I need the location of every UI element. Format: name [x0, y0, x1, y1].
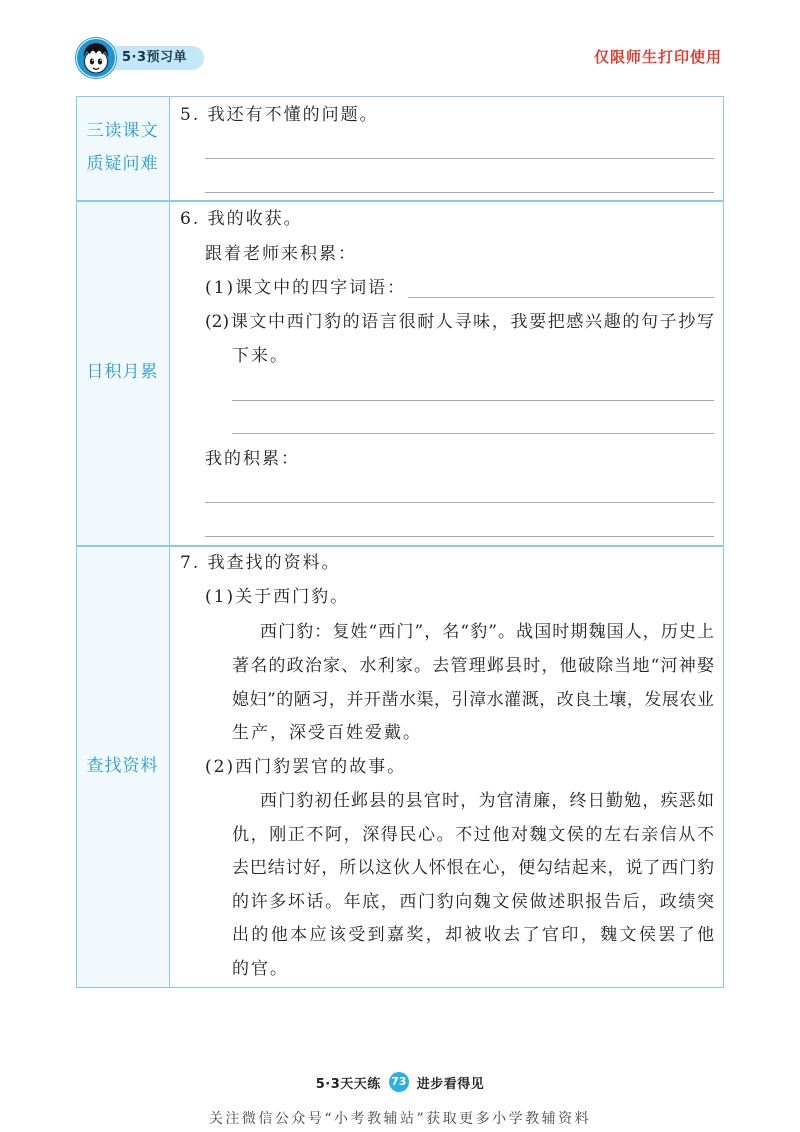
paragraph-line: 西门豹：复姓“西门”，名“豹”。战国时期魏国人，历史上: [260, 622, 714, 642]
paragraph-line: 的许多坏话。年底，西门豹向魏文侯做述职报告后，政绩突: [232, 892, 714, 912]
row-divider: [76, 545, 724, 547]
answer-blank: [408, 276, 714, 298]
section-label: [76, 96, 170, 200]
footer-slogan: 进步看得见: [416, 1076, 485, 1092]
subsection-heading: (1)关于西门豹。: [205, 587, 350, 607]
paragraph-line: 去巴结讨好，所以这伙人怀恨在心，便勾结起来，说了西门豹: [232, 858, 714, 878]
paragraph-line: 西门豹初任邺县的县官时，为官清廉，终日勤勉，疾恶如: [260, 791, 714, 811]
section-intro: 跟着老师来积累：: [205, 244, 357, 264]
print-notice: 仅限师生打印使用: [593, 48, 722, 66]
paragraph-line: 的官。: [232, 959, 289, 979]
cartoon-boy-avatar-icon: [74, 36, 118, 80]
page-number-badge: 73: [389, 1072, 409, 1092]
section-accumulation: [76, 200, 724, 545]
answer-line: [205, 192, 714, 193]
answer-line: [232, 400, 714, 401]
my-notes-label: 我的积累：: [205, 449, 300, 469]
paragraph-line: 出的他本应该受到嘉奖，却被收去了官印，魏文侯罢了他: [232, 925, 714, 945]
paragraph-line: 仇，刚正不阿，深得民心。不过他对魏文侯的左右亲信从不: [232, 825, 714, 845]
section-title: 5. 我还有不懂的问题。: [180, 105, 379, 125]
worksheet-badge-label: 5·3预习单: [122, 50, 188, 65]
answer-line: [205, 502, 714, 503]
section-label-line: 质疑问难: [86, 154, 159, 174]
section-questions: [76, 96, 724, 200]
subsection-heading: (2)西门豹罢官的故事。: [205, 757, 407, 777]
section-label: [76, 200, 170, 545]
section-title: 7. 我查找的资料。: [180, 553, 341, 573]
section-research: [76, 545, 724, 988]
section-label-line: 三读课文: [86, 121, 159, 141]
section-label: [76, 545, 170, 988]
prompt-text-line: 下来。: [232, 346, 289, 366]
prompt-text-line: (2)课文中西门豹的语言很耐人寻味，我要把感兴趣的句子抄写: [205, 312, 714, 332]
row-divider: [76, 200, 724, 202]
section-title: 6. 我的收获。: [180, 209, 303, 229]
series-name: 5·3天天练: [315, 1076, 381, 1092]
share-note: 关注微信公众号“小考教辅站”获取更多小学教辅资料: [208, 1111, 592, 1127]
section-label-line: 日积月累: [86, 362, 159, 382]
four-character-words-prompt: [205, 276, 714, 300]
paragraph-line: 生产，深受百姓爱戴。: [232, 723, 422, 743]
answer-line: [205, 158, 714, 159]
paragraph-line: 媳妇”的陋习，并开凿水渠，引漳水灌溉，改良土壤，发展农业: [232, 690, 714, 710]
page-footer: [0, 1071, 800, 1093]
section-label-line: 查找资料: [86, 756, 159, 776]
paragraph-line: 著名的政治家、水利家。去管理邺县时，他破除当地“河神娶: [232, 656, 714, 676]
worksheet-table: [76, 96, 724, 988]
answer-line: [232, 433, 714, 434]
answer-line: [205, 536, 714, 537]
prompt-text: (1)课文中的四字词语：: [205, 278, 407, 298]
